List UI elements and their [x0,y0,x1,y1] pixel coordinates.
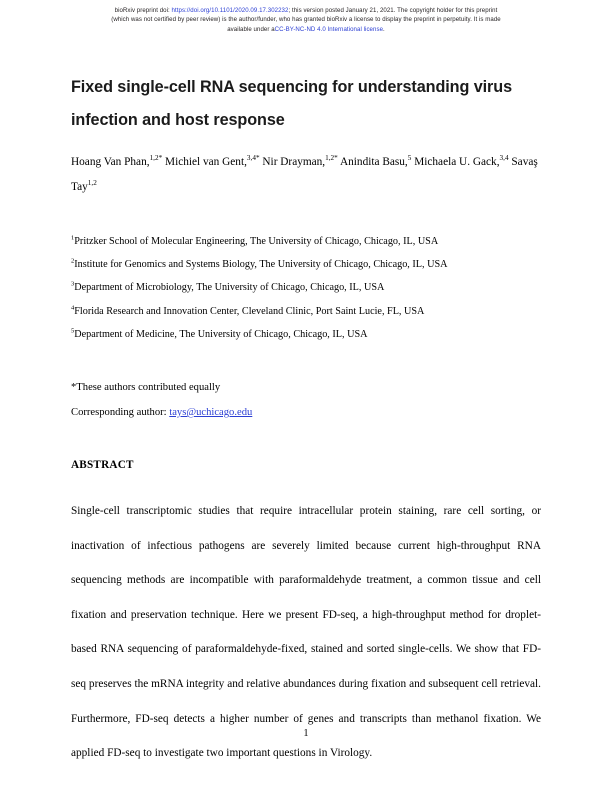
author-affiliation-marker: 5 [407,154,412,163]
banner-line-2: (which was not certified by peer review) is the author/funder, who has granted bioRxiv a license to display the preprint in perpetuity. It is made [111,16,501,24]
abstract-heading: ABSTRACT [71,459,134,471]
affiliation-marker: 1 [71,234,75,242]
author-name: Savaş Tay [71,156,538,193]
author-notes [71,375,549,425]
corresponding-author-line [71,400,549,425]
affiliation-marker: 4 [71,304,75,312]
affiliation-list [71,230,549,346]
banner-doi-prefix: bioRxiv preprint doi: [114,7,172,14]
affiliation-item [71,323,549,346]
banner-posted-text: ; this version posted January 21, 2021. The copyright holder for this preprint [288,7,498,14]
author-entry [414,156,508,168]
author-list [71,150,549,200]
affiliation-text: Institute for Genomics and Systems Biology, The University of Chicago, Chicago, IL, USA [74,259,448,271]
author-entry [71,156,162,168]
affiliation-item [71,230,549,253]
banner-line3-period: . [383,25,385,33]
banner-line-1 [0,6,612,15]
author-name: Anindita Basu, [339,156,408,168]
doi-link[interactable]: https://doi.org/10.1101/2020.09.17.302232 [171,7,289,14]
author-entry [340,156,411,168]
author-affiliation-marker: 1,2 [87,179,97,188]
affiliation-marker: 3 [71,281,75,289]
author-name: Michiel van Gent, [165,156,247,168]
author-affiliation-marker: 3,4* [246,154,260,163]
affiliation-text: Pritzker School of Molecular Engineering, The University of Chicago, Chicago, IL, USA [74,236,439,247]
affiliation-text: Florida Research and Innovation Center, Cleveland Clinic, Port Saint Lucie, FL, USA [74,305,425,317]
equal-contribution-note: *These authors contributed equally [71,382,221,393]
abstract-paragraph: Single-cell transcriptomic studies that require intracellular protein staining, rare cell sorting, or inactivation of infectious pathogens are severely limited because current high-throughput RNA sequencing methods are incompatible with paraformaldehyde treatment, a common tissue and cell fixation and preservation technique. Here we present FD-seq, a high-throughput method for droplet-based RNA sequencing of paraformaldehyde-fixed, stained and sorted single-cells. We show that FD-seq preserves the mRNA integrity and relative abundances during fixation and subsequent cell retrieval. Furthermore, FD-seq detects a higher number of genes and transcripts than methanol fixation. We applied FD-seq to investigate two important questions in Virology. [71,505,541,760]
author-affiliation-marker: 1,2* [149,154,163,163]
author-name: Hoang Van Phan, [71,156,150,168]
author-name: Nir Drayman, [262,156,326,168]
page-number: 1 [303,728,309,739]
license-link[interactable]: CC-BY-NC-ND 4.0 International license [274,25,384,33]
banner-available-under: available under a [227,25,275,33]
affiliation-text: Department of Microbiology, The University of Chicago, Chicago, IL, USA [74,282,385,294]
author-name: Michaela U. Gack, [414,156,500,168]
banner-line-3 [0,25,612,34]
author-entry [165,156,260,168]
biorxiv-preprint-banner [0,6,612,34]
affiliation-marker: 5 [71,327,75,335]
affiliation-item [71,300,549,323]
author-entry [262,156,337,168]
corresponding-author-email-link[interactable]: tays@uchicago.edu [169,407,253,418]
affiliation-text: Department of Medicine, The University of Chicago, Chicago, IL, USA [74,328,368,340]
affiliation-item [71,253,549,276]
author-affiliation-marker: 3,4 [499,154,509,163]
affiliation-marker: 2 [71,257,75,265]
author-affiliation-marker: 1,2* [325,154,338,163]
corresponding-author-label: Corresponding author: [71,407,170,418]
paper-title: Fixed single-cell RNA sequencing for understanding virus infection and host response [71,77,512,129]
affiliation-item [71,276,549,299]
